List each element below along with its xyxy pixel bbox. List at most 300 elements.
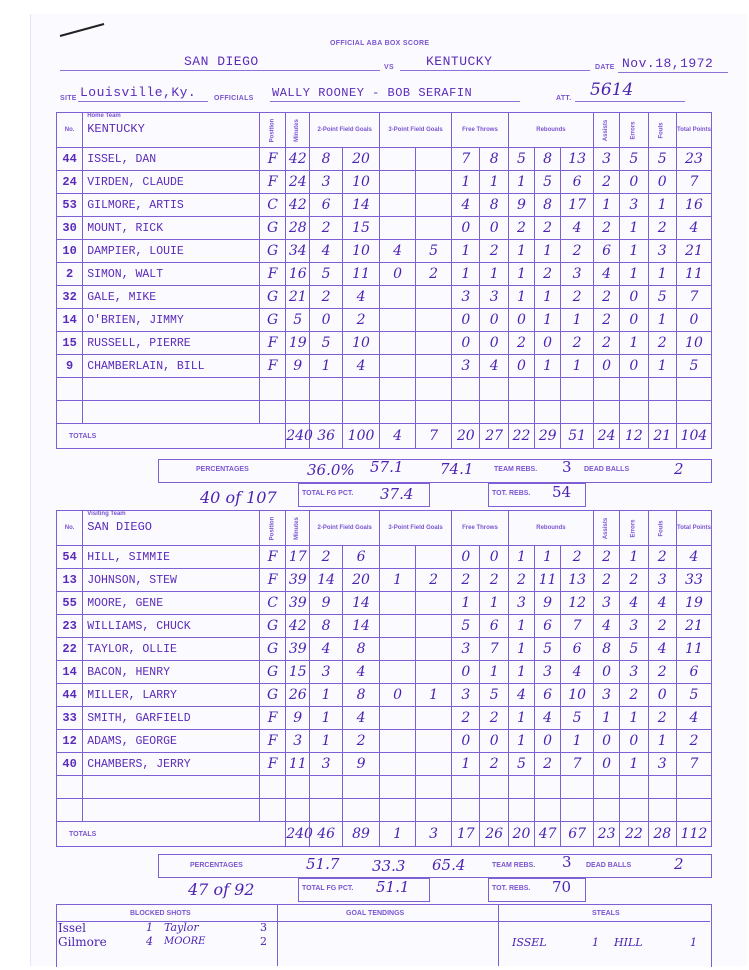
total-fgm: 46 <box>310 822 343 847</box>
stat-tpm: 1 <box>380 569 416 592</box>
vcol-minutes: Minutes <box>286 511 310 546</box>
stat-pf: 2 <box>648 332 676 355</box>
home-box-score-table <box>56 112 712 449</box>
player-name: ADAMS, GEORGE <box>83 730 260 753</box>
visitor-total-fg-label: TOTAL FG PCT. <box>302 885 354 892</box>
stat-fta: 1 <box>480 661 508 684</box>
stat-pts: 21 <box>676 615 711 638</box>
stat-tpm: 0 <box>380 263 416 286</box>
stat-tpm <box>380 661 416 684</box>
stat-tpm <box>380 546 416 569</box>
vcol-no: No. <box>57 511 83 546</box>
stat-pts: 16 <box>676 194 711 217</box>
col-rebounds: Rebounds <box>508 113 593 148</box>
player-number: 40 <box>57 753 83 776</box>
stat-ast: 4 <box>594 263 620 286</box>
blank-cell <box>676 378 711 401</box>
home-total-fg-label: TOTAL FG PCT. <box>302 490 354 497</box>
stat-err: 1 <box>620 707 648 730</box>
attendance: 5614 <box>590 80 634 100</box>
stat-ast: 2 <box>594 286 620 309</box>
stat-off: 4 <box>508 684 534 707</box>
blank-cell <box>620 799 648 822</box>
stat-reb: 4 <box>561 661 594 684</box>
visitor-tot-rebs: 70 <box>552 878 572 896</box>
col-fouls: Fouls <box>648 113 676 148</box>
col-fg3: 3-Point Field Goals <box>380 113 452 148</box>
player-name: RUSSELL, PIERRE <box>83 332 260 355</box>
player-row <box>57 661 712 684</box>
stat-pf: 1 <box>648 730 676 753</box>
blank-cell <box>676 401 711 424</box>
stat-err: 1 <box>620 217 648 240</box>
player-position: C <box>260 194 286 217</box>
player-minutes: 3 <box>286 730 310 753</box>
stat-fga: 2 <box>342 730 379 753</box>
stat-reb: 5 <box>561 707 594 730</box>
stat-ftm: 1 <box>452 753 480 776</box>
vcol-fg3: 3-Point Field Goals <box>380 511 452 546</box>
stat-fta: 8 <box>480 194 508 217</box>
blank-cell <box>310 799 343 822</box>
stat-reb: 4 <box>561 217 594 240</box>
player-number: 33 <box>57 707 83 730</box>
player-name: GALE, MIKE <box>83 286 260 309</box>
blocked-2-name: Gilmore <box>58 935 107 949</box>
stat-def: 11 <box>535 569 561 592</box>
stat-reb: 1 <box>561 309 594 332</box>
footer-divider-1 <box>277 904 278 966</box>
stat-fgm: 5 <box>310 332 343 355</box>
col-ft: Free Throws <box>452 113 509 148</box>
blank-cell <box>57 401 83 424</box>
stat-tpm <box>380 638 416 661</box>
player-row <box>57 309 712 332</box>
player-minutes: 28 <box>286 217 310 240</box>
stat-err: 2 <box>620 684 648 707</box>
vcol-total-points: Total Points <box>676 511 711 546</box>
total-pf: 28 <box>648 822 676 847</box>
stat-tpm <box>380 171 416 194</box>
stat-fgm: 1 <box>310 707 343 730</box>
blocked-shots-label: BLOCKED SHOTS <box>130 910 191 917</box>
stat-fga: 20 <box>342 569 379 592</box>
stat-fga: 10 <box>342 332 379 355</box>
stat-fga: 11 <box>342 263 379 286</box>
stat-ftm: 0 <box>452 546 480 569</box>
blocked-2-count: 4 <box>146 935 153 948</box>
total-minutes: 240 <box>286 822 310 847</box>
player-row <box>57 638 712 661</box>
total-tpm: 4 <box>380 424 416 449</box>
player-number: 14 <box>57 661 83 684</box>
stat-tpa <box>416 148 452 171</box>
stat-pf: 4 <box>648 638 676 661</box>
blank-cell <box>620 776 648 799</box>
blank-cell <box>480 776 508 799</box>
stat-tpa: 1 <box>416 684 452 707</box>
stat-tpm: 0 <box>380 684 416 707</box>
col-assists: Assists <box>594 113 620 148</box>
stat-err: 1 <box>620 332 648 355</box>
total-tpm: 1 <box>380 822 416 847</box>
stat-reb: 3 <box>561 263 594 286</box>
blocked-1-opp: Taylor <box>164 921 199 934</box>
stat-def: 1 <box>535 309 561 332</box>
stat-off: 1 <box>508 286 534 309</box>
total-tpa: 3 <box>416 822 452 847</box>
stat-def: 4 <box>535 707 561 730</box>
stat-pf: 2 <box>648 661 676 684</box>
player-name: ISSEL, DAN <box>83 148 260 171</box>
home-team-name: KENTUCKY <box>426 54 493 69</box>
blank-cell <box>342 401 379 424</box>
stat-fgm: 4 <box>310 240 343 263</box>
stat-off: 1 <box>508 240 534 263</box>
stat-fga: 14 <box>342 194 379 217</box>
player-row <box>57 263 712 286</box>
blank-cell <box>620 401 648 424</box>
visitor-tot-rebs-label: TOT. REBS. <box>492 885 531 892</box>
stat-reb: 1 <box>561 355 594 378</box>
player-position: G <box>260 684 286 707</box>
stat-pf: 0 <box>648 684 676 707</box>
player-row <box>57 240 712 263</box>
stat-fgm: 1 <box>310 684 343 707</box>
stat-ftm: 3 <box>452 638 480 661</box>
stat-reb: 13 <box>561 569 594 592</box>
stat-tpm <box>380 332 416 355</box>
stat-tpa <box>416 217 452 240</box>
home-tot-rebs: 54 <box>552 483 572 501</box>
stat-fgm: 0 <box>310 309 343 332</box>
stat-pts: 19 <box>676 592 711 615</box>
blank-cell <box>342 378 379 401</box>
stat-ftm: 3 <box>452 355 480 378</box>
stat-tpm: 4 <box>380 240 416 263</box>
stat-reb: 2 <box>561 546 594 569</box>
stat-pts: 11 <box>676 638 711 661</box>
blocked-2-opp-count: 2 <box>260 935 267 948</box>
stat-def: 0 <box>535 332 561 355</box>
stat-err: 1 <box>620 240 648 263</box>
pen-mark <box>58 20 108 40</box>
stat-off: 0 <box>508 355 534 378</box>
player-minutes: 21 <box>286 286 310 309</box>
stat-tpa <box>416 332 452 355</box>
stat-reb: 12 <box>561 592 594 615</box>
total-fta: 26 <box>480 822 508 847</box>
col-position: Position <box>260 113 286 148</box>
home-team-header <box>83 113 260 148</box>
player-row <box>57 171 712 194</box>
stat-fta: 1 <box>480 592 508 615</box>
player-number: 53 <box>57 194 83 217</box>
stat-ftm: 7 <box>452 148 480 171</box>
total-fgm: 36 <box>310 424 343 449</box>
date-label: DATE <box>595 64 615 71</box>
stat-off: 1 <box>508 615 534 638</box>
footer-header-line <box>56 921 710 922</box>
stat-ftm: 0 <box>452 730 480 753</box>
player-number: 13 <box>57 569 83 592</box>
total-fga: 89 <box>342 822 379 847</box>
player-minutes: 5 <box>286 309 310 332</box>
stat-off: 5 <box>508 753 534 776</box>
stat-ast: 6 <box>594 240 620 263</box>
player-row <box>57 753 712 776</box>
player-number: 14 <box>57 309 83 332</box>
player-position: C <box>260 592 286 615</box>
stat-def: 8 <box>535 148 561 171</box>
visitor-team-header-name: SAN DIEGO <box>87 520 152 534</box>
total-reb: 67 <box>561 822 594 847</box>
stat-fgm: 2 <box>310 546 343 569</box>
stat-fgm: 2 <box>310 286 343 309</box>
blank-cell <box>480 378 508 401</box>
stat-ast: 2 <box>594 217 620 240</box>
col-errors: Errors <box>620 113 648 148</box>
officials-label: OFFICIALS <box>214 95 254 102</box>
stat-fga: 2 <box>342 309 379 332</box>
visitor-percentages-label: PERCENTAGES <box>190 862 243 869</box>
blank-cell <box>508 378 534 401</box>
stat-pts: 2 <box>676 730 711 753</box>
stat-pf: 1 <box>648 309 676 332</box>
blank-cell <box>648 378 676 401</box>
stat-ast: 3 <box>594 684 620 707</box>
stat-pf: 5 <box>648 148 676 171</box>
attendance-label: ATT. <box>556 95 572 102</box>
stat-def: 1 <box>535 355 561 378</box>
stat-def: 2 <box>535 217 561 240</box>
blank-cell <box>83 799 260 822</box>
stat-fga: 10 <box>342 240 379 263</box>
stat-ast: 0 <box>594 730 620 753</box>
blank-cell <box>620 378 648 401</box>
blank-cell <box>508 401 534 424</box>
stat-def: 1 <box>535 286 561 309</box>
stat-ftm: 3 <box>452 684 480 707</box>
blank-cell <box>535 378 561 401</box>
site-label: SITE <box>60 95 77 102</box>
player-minutes: 19 <box>286 332 310 355</box>
blank-cell <box>535 401 561 424</box>
player-number: 24 <box>57 171 83 194</box>
player-minutes: 15 <box>286 661 310 684</box>
blank-cell <box>648 776 676 799</box>
player-row <box>57 355 712 378</box>
stat-fgm: 3 <box>310 661 343 684</box>
player-position: G <box>260 217 286 240</box>
player-minutes: 39 <box>286 592 310 615</box>
player-name: CHAMBERLAIN, BILL <box>83 355 260 378</box>
home-team-label: Home Team <box>87 113 121 119</box>
player-position: F <box>260 355 286 378</box>
stat-fta: 5 <box>480 684 508 707</box>
stat-fta: 2 <box>480 569 508 592</box>
stat-def: 2 <box>535 263 561 286</box>
vs-label: VS <box>384 64 394 71</box>
home-dead-balls: 2 <box>674 460 684 478</box>
stat-off: 1 <box>508 638 534 661</box>
stat-err: 0 <box>620 730 648 753</box>
blank-cell <box>452 401 480 424</box>
stat-pts: 4 <box>676 707 711 730</box>
player-name: BACON, HENRY <box>83 661 260 684</box>
blank-cell <box>342 776 379 799</box>
stat-pts: 11 <box>676 263 711 286</box>
stat-pf: 2 <box>648 707 676 730</box>
home-pct-fg: 36.0% <box>307 461 355 479</box>
stat-off: 1 <box>508 707 534 730</box>
blank-cell <box>535 776 561 799</box>
total-minutes: 240 <box>286 424 310 449</box>
vcol-fouls: Fouls <box>648 511 676 546</box>
stat-pf: 2 <box>648 615 676 638</box>
player-row <box>57 799 712 822</box>
stat-def: 5 <box>535 171 561 194</box>
player-name: WILLIAMS, CHUCK <box>83 615 260 638</box>
col-total-points: Total Points <box>676 113 711 148</box>
player-name: O'BRIEN, JIMMY <box>83 309 260 332</box>
stat-def: 1 <box>535 240 561 263</box>
stat-tpa <box>416 707 452 730</box>
stat-pts: 21 <box>676 240 711 263</box>
total-pf: 21 <box>648 424 676 449</box>
stat-reb: 17 <box>561 194 594 217</box>
player-row <box>57 776 712 799</box>
player-row <box>57 592 712 615</box>
stat-pf: 1 <box>648 355 676 378</box>
vcol-ft: Free Throws <box>452 511 509 546</box>
stat-pf: 2 <box>648 217 676 240</box>
steals-label: STEALS <box>592 910 620 917</box>
blank-cell <box>310 378 343 401</box>
player-position: F <box>260 730 286 753</box>
stat-ftm: 1 <box>452 592 480 615</box>
stat-tpa: 2 <box>416 569 452 592</box>
player-row <box>57 615 712 638</box>
blank-cell <box>83 776 260 799</box>
blocked-1-opp-count: 3 <box>260 921 267 934</box>
stat-fgm: 4 <box>310 638 343 661</box>
blank-cell <box>676 799 711 822</box>
blank-cell <box>508 776 534 799</box>
player-position: G <box>260 240 286 263</box>
blank-cell <box>57 776 83 799</box>
total-pts: 112 <box>676 822 711 847</box>
stat-reb: 6 <box>561 638 594 661</box>
stat-def: 1 <box>535 546 561 569</box>
stat-ast: 4 <box>594 615 620 638</box>
player-number: 44 <box>57 684 83 707</box>
stat-tpa <box>416 615 452 638</box>
blank-cell <box>380 401 416 424</box>
player-position: F <box>260 148 286 171</box>
stat-fga: 4 <box>342 355 379 378</box>
player-minutes: 42 <box>286 194 310 217</box>
total-fta: 27 <box>480 424 508 449</box>
player-number: 22 <box>57 638 83 661</box>
vcol-errors: Errors <box>620 511 648 546</box>
stat-fta: 8 <box>480 148 508 171</box>
stat-tpm <box>380 217 416 240</box>
stat-tpa: 5 <box>416 240 452 263</box>
stat-ast: 0 <box>594 753 620 776</box>
blank-cell <box>594 799 620 822</box>
stat-err: 3 <box>620 194 648 217</box>
game-date: Nov.18,1972 <box>622 56 714 71</box>
stat-pts: 5 <box>676 684 711 707</box>
home-pct-ft: 74.1 <box>440 460 474 478</box>
stat-fta: 0 <box>480 730 508 753</box>
form-title: OFFICIAL ABA BOX SCORE <box>330 40 430 47</box>
stat-ftm: 1 <box>452 171 480 194</box>
player-number: 30 <box>57 217 83 240</box>
player-row <box>57 401 712 424</box>
blank-cell <box>416 799 452 822</box>
blank-cell <box>648 401 676 424</box>
stat-err: 0 <box>620 309 648 332</box>
stat-err: 5 <box>620 638 648 661</box>
blank-cell <box>310 776 343 799</box>
stat-tpa <box>416 592 452 615</box>
vcol-rebounds: Rebounds <box>508 511 593 546</box>
player-position: G <box>260 286 286 309</box>
stat-def: 0 <box>535 730 561 753</box>
stat-ftm: 0 <box>452 217 480 240</box>
stat-tpm <box>380 753 416 776</box>
stat-fgm: 3 <box>310 753 343 776</box>
stat-pts: 5 <box>676 355 711 378</box>
visitor-pct-3pt: 33.3 <box>372 857 406 875</box>
stat-off: 2 <box>508 569 534 592</box>
player-minutes: 9 <box>286 355 310 378</box>
stat-tpm <box>380 355 416 378</box>
blank-cell <box>380 378 416 401</box>
stat-off: 1 <box>508 661 534 684</box>
stat-reb: 2 <box>561 286 594 309</box>
stat-fga: 14 <box>342 615 379 638</box>
visitor-total-fg-pct: 51.1 <box>376 878 410 896</box>
stat-err: 1 <box>620 263 648 286</box>
stat-pts: 4 <box>676 546 711 569</box>
blank-cell <box>380 776 416 799</box>
player-name: DAMPIER, LOUIE <box>83 240 260 263</box>
home-total-fg-note: 40 of 107 <box>200 488 277 507</box>
stat-reb: 6 <box>561 171 594 194</box>
stat-fta: 0 <box>480 546 508 569</box>
total-def: 29 <box>535 424 561 449</box>
player-minutes: 24 <box>286 171 310 194</box>
player-position: G <box>260 661 286 684</box>
home-team-rebs-label: TEAM REBS. <box>494 466 538 473</box>
stat-err: 0 <box>620 286 648 309</box>
site: Louisville,Ky. <box>80 85 197 100</box>
stat-pf: 3 <box>648 753 676 776</box>
blank-cell <box>416 378 452 401</box>
stat-tpa <box>416 309 452 332</box>
player-position: F <box>260 546 286 569</box>
stat-tpm <box>380 730 416 753</box>
total-off: 20 <box>508 822 534 847</box>
stat-pf: 3 <box>648 569 676 592</box>
stat-tpa <box>416 753 452 776</box>
stat-reb: 7 <box>561 753 594 776</box>
stat-tpm <box>380 286 416 309</box>
stat-err: 5 <box>620 148 648 171</box>
